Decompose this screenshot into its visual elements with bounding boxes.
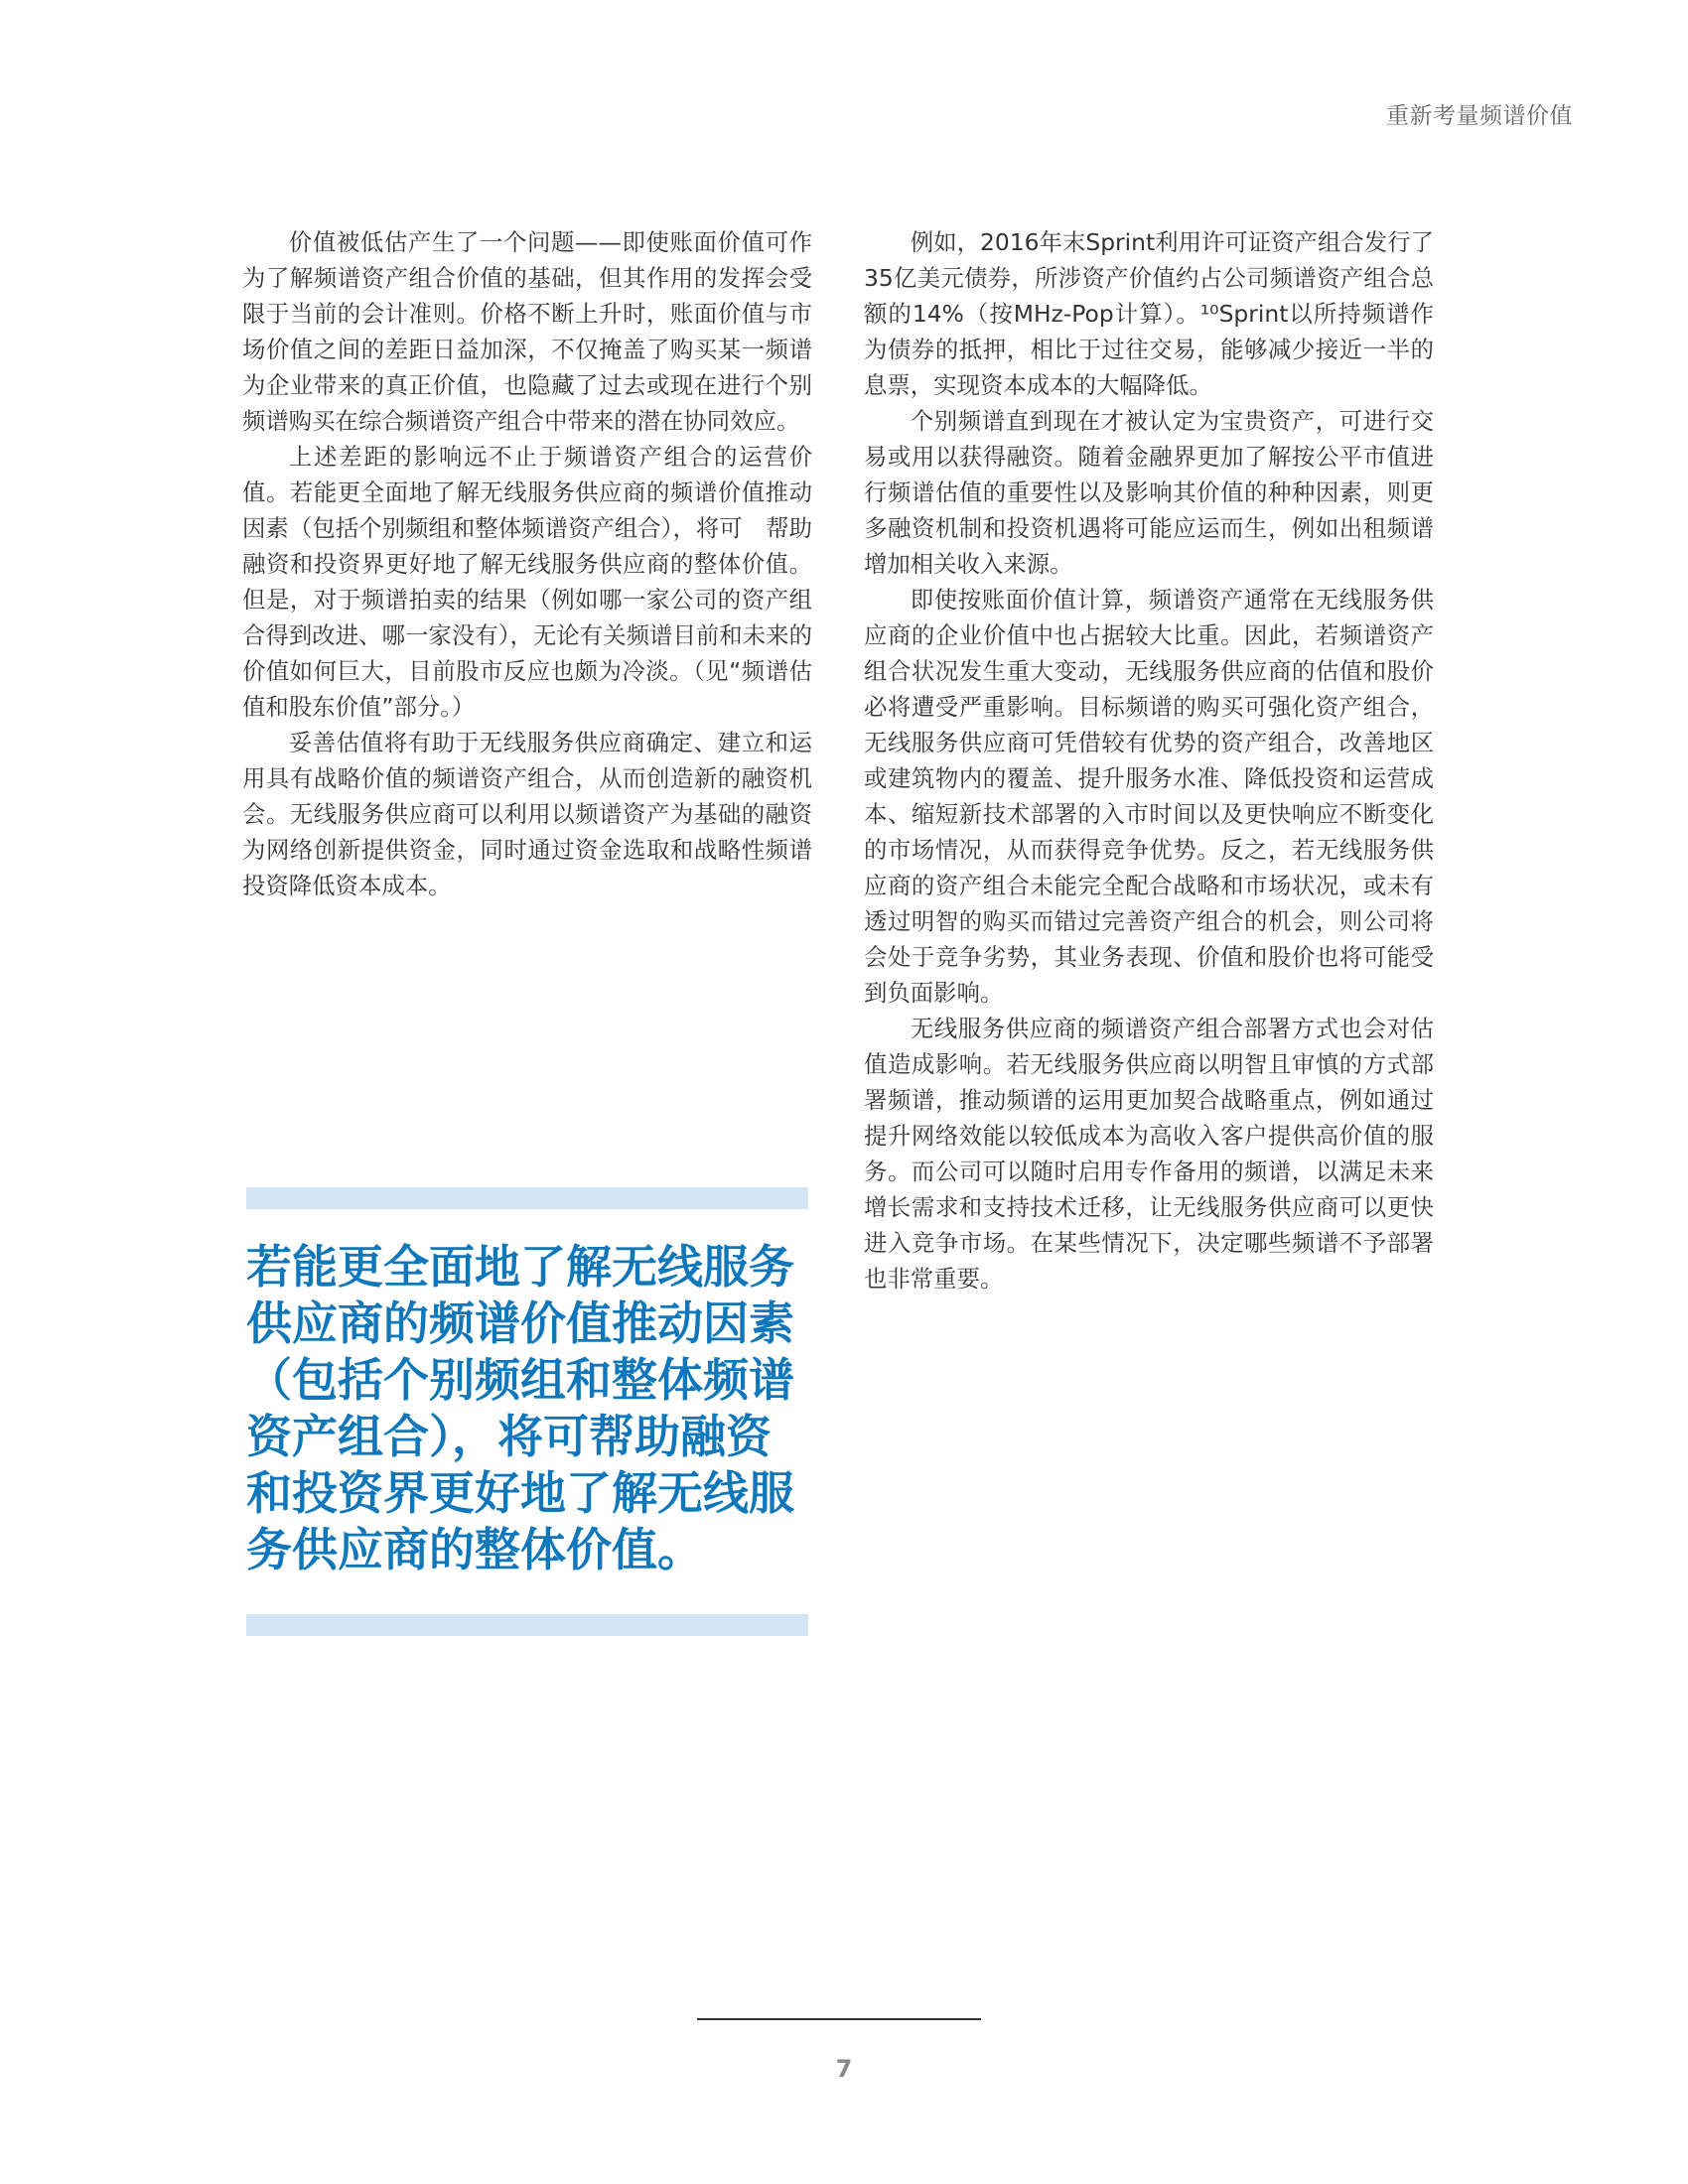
right-text-column bbox=[864, 224, 1434, 1297]
pull-quote-bottom-bar bbox=[246, 1614, 808, 1636]
pull-quote-top-bar bbox=[246, 1187, 808, 1209]
body-paragraph: 即使按账面价值计算，频谱资产通常在无线服务供应商的企业价值中也占据较大比重。因此，若频谱资产组合状况发生重大变动，无线服务供应商的估值和股价必将遭受严重影响。目标频谱的购买可强化资产组合，无线服务供应商可凭借较有优势的资产组合，改善地区或建筑物内的覆盖、提升服务水准、降低投资和运营成本、缩短新技术部署的入市时间以及更快响应不断变化的市场情况，从而获得竞争优势。反之，若无线服务供应商的资产组合未能完全配合战略和市场状况，或未有透过明智的购买而错过完善资产组合的机会，则公司将会处于竞争劣势，其业务表现、价值和股价也将可能受到负面影响。 bbox=[864, 586, 1434, 1007]
body-paragraph: 妥善估值将有助于无线服务供应商确定、建立和运用具有战略价值的频谱资产组合，从而创造新的融资机会。无线服务供应商可以利用以频谱资产为基础的融资为网络创新提供资金，同时通过资金选取和战略性频谱投资降低资本成本。 bbox=[242, 729, 812, 899]
running-header: 重新考量频谱价值 bbox=[1386, 103, 1573, 129]
body-paragraph: 个别频谱直到现在才被认定为宝贵资产，可进行交易或用以获得融资。随着金融界更加了解按公平市值进行频谱估值的重要性以及影响其价值的种种因素，则更多融资机制和投资机遇将可能应运而生，例如出租频谱增加相关收入来源。 bbox=[864, 407, 1434, 578]
left-text-column bbox=[242, 224, 812, 903]
pull-quote bbox=[246, 1187, 808, 1636]
pull-quote-text: 若能更全面地了解无线服务供应商的频谱价值推动因素（包括个别频组和整体频谱资产组合），将可帮助融资和投资界更好地了解无线服务供应商的整体价值。 bbox=[246, 1240, 794, 1576]
footer-divider bbox=[697, 2018, 981, 2020]
body-paragraph: 无线服务供应商的频谱资产组合部署方式也会对估值造成影响。若无线服务供应商以明智且审慎的方式部署频谱，推动频谱的运用更加契合战略重点，例如通过提升网络效能以较低成本为高收入客户提供高价值的服务。而公司可以随时启用专作备用的频谱，以满足未来增长需求和支持技术迁移，让无线服务供应商可以更快进入竞争市场。在某些情况下，决定哪些频谱不予部署也非常重要。 bbox=[864, 1015, 1434, 1293]
body-paragraph: 价值被低估产生了一个问题——即使账面价值可作为了解频谱资产组合价值的基础，但其作用的发挥会受限于当前的会计准则。价格不断上升时，账面价值与市场价值之间的差距日益加深，不仅掩盖了购买某一频谱为企业带来的真正价值，也隐藏了过去或现在进行个别频谱购买在综合频谱资产组合中带来的潜在协同效应。 bbox=[242, 228, 812, 435]
body-paragraph: 上述差距的影响远不止于频谱资产组合的运营价值。若能更全面地了解无线服务供应商的频谱价值推动因素（包括个别频组和整体频谱资产组合），将可 帮助融资和投资界更好地了解无线服务供应商的整体价值。但是，对于频谱拍卖的结果（例如哪一家公司的资产组合得到改进、哪一家没有），无论有关频谱目前和未来的价值如何巨大，目前股市反应也颇为冷淡。（见“频谱估值和股东价值”部分。） bbox=[242, 443, 812, 721]
body-paragraph: 例如，2016年末Sprint利用许可证资产组合发行了35亿美元债券，所涉资产价值约占公司频谱资产组合总额的14%（按MHz-Pop计算）。¹⁰Sprint以所持频谱作为债券的抵押，相比于过往交易，能够减少接近一半的息票，实现资本成本的大幅降低。 bbox=[864, 228, 1434, 399]
page-number: 7 bbox=[835, 2055, 853, 2083]
